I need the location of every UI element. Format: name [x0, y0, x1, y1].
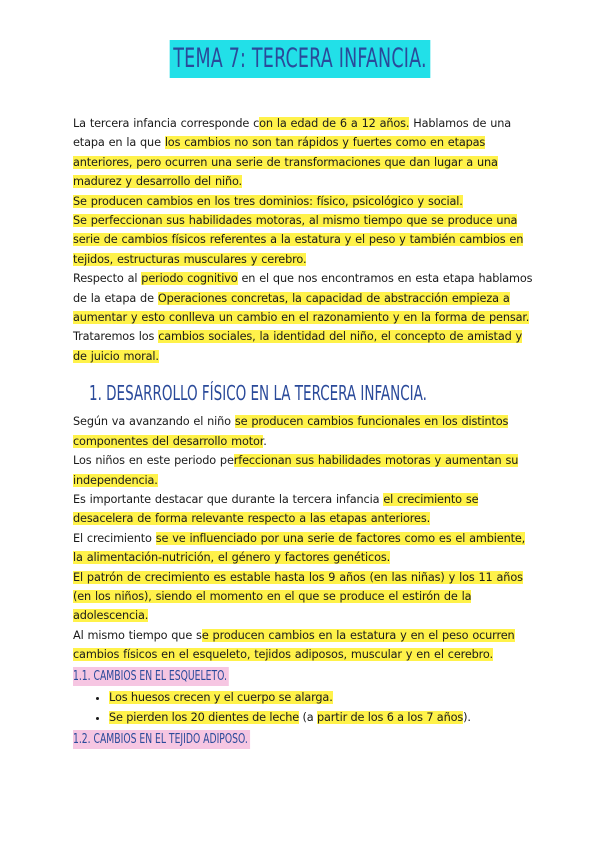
- text-run: Es importante destacar que durante la tercera infancia: [73, 492, 384, 506]
- text-run: ).: [463, 710, 471, 724]
- document-title: TEMA 7: TERCERA INFANCIA.: [170, 40, 431, 78]
- highlight-run: el crecimiento se desacelera de forma relevante respecto a las etapas anteriores.: [73, 492, 479, 526]
- section-1-paragraph-6: [73, 626, 533, 665]
- section-1-heading: 1. DESARROLLO FÍSICO EN LA TERCERA INFANCIA.: [89, 381, 427, 406]
- highlight-run: los cambios no son tan rápidos y fuertes como en etapas anteriores, pero ocurren una serie de transformaciones que dan lugar a una madurez y desarrollo del niño.: [73, 136, 498, 189]
- text-run: .: [263, 434, 267, 448]
- intro-paragraph-5: [73, 327, 533, 366]
- highlight-run: Se pierden los 20 dientes de leche: [109, 710, 300, 724]
- section-1-paragraph-1: [73, 412, 533, 451]
- section-1-paragraph-2: [73, 451, 533, 490]
- section-1-paragraph-5: [73, 568, 533, 626]
- list-item: [109, 708, 533, 728]
- highlight-run: se ve influenciado por una serie de factores como es el ambiente, la alimentación-nutrición, el género y factores genéticos.: [73, 531, 526, 565]
- intro-paragraph-3: [73, 211, 533, 269]
- subsection-1-2-heading: 1.2. CAMBIOS EN EL TEJIDO ADIPOSO.: [73, 730, 250, 749]
- text-run: Trataremos los: [73, 330, 159, 344]
- intro-paragraph-1: [73, 114, 533, 192]
- highlight-run: cambios sociales, la identidad del niño, el concepto de amistad y de juicio moral.: [73, 330, 523, 363]
- text-run: Hablamos de una etapa en la que: [73, 117, 512, 150]
- title-wrapper: [0, 40, 600, 78]
- section-1-paragraph-3: [73, 490, 533, 529]
- highlight-run: Se producen cambios en los tres dominios: físico, psicológico y social.: [73, 194, 463, 208]
- highlight-run: Los huesos crecen y el cuerpo se alarga.: [109, 690, 333, 704]
- text-run: (a: [299, 710, 318, 724]
- subsection-1-2-wrapper: [73, 728, 533, 751]
- highlight-run: Se perfeccionan sus habilidades motoras, al mismo tiempo que se produce una serie de cambios físicos referentes a la estatura y el peso y también cambios en tejidos, estructuras musculares y cerebro.: [73, 214, 524, 266]
- highlight-run: El patrón de crecimiento es estable hasta los 9 años (en las niñas) y los 11 años (en los niños), siendo el momento en el que se produce el estirón de la adolescencia.: [73, 570, 523, 623]
- highlight-run: Operaciones concretas, la capacidad de abstracción empieza a aumentar y esto conlleva un cambio en el razonamiento y en la forma de pensar.: [73, 291, 530, 325]
- highlight-run: periodo cognitivo: [141, 272, 238, 286]
- intro-paragraph-2: [73, 192, 533, 211]
- text-run: La tercera infancia corresponde c: [73, 117, 260, 130]
- document-body: [73, 114, 533, 751]
- highlight-run: rfeccionan sus habilidades motoras y aumentan su independencia.: [73, 454, 519, 487]
- text-run: Según va avanzando el niño: [73, 415, 235, 429]
- section-1-paragraph-4: [73, 529, 533, 568]
- highlight-run: partir de los 6 a los 7 años: [317, 710, 464, 724]
- highlight-run: on la edad de 6 a 12 años.: [259, 117, 410, 130]
- text-run: Los niños en este periodo pe: [73, 454, 234, 468]
- highlight-run: e producen cambios en la estatura y en el peso ocurren cambios físicos en el esqueleto, tejidos adiposos, muscular y en el cerebro.: [73, 628, 515, 662]
- skeleton-changes-list: [73, 688, 533, 728]
- highlight-run: se producen cambios funcionales en los distintos componentes del desarrollo motor: [73, 415, 509, 448]
- intro-paragraph-4: [73, 269, 533, 327]
- text-run: en el que nos encontramos en esta etapa hablamos de la etapa de: [73, 272, 533, 305]
- text-run: El crecimiento: [73, 531, 156, 545]
- subsection-1-1-heading: 1.1. CAMBIOS EN EL ESQUELETO.: [73, 667, 229, 686]
- text-run: Respecto al: [73, 272, 142, 286]
- subsection-1-1-wrapper: [73, 665, 533, 688]
- text-run: Al mismo tiempo que s: [73, 628, 202, 642]
- list-item: [109, 688, 533, 708]
